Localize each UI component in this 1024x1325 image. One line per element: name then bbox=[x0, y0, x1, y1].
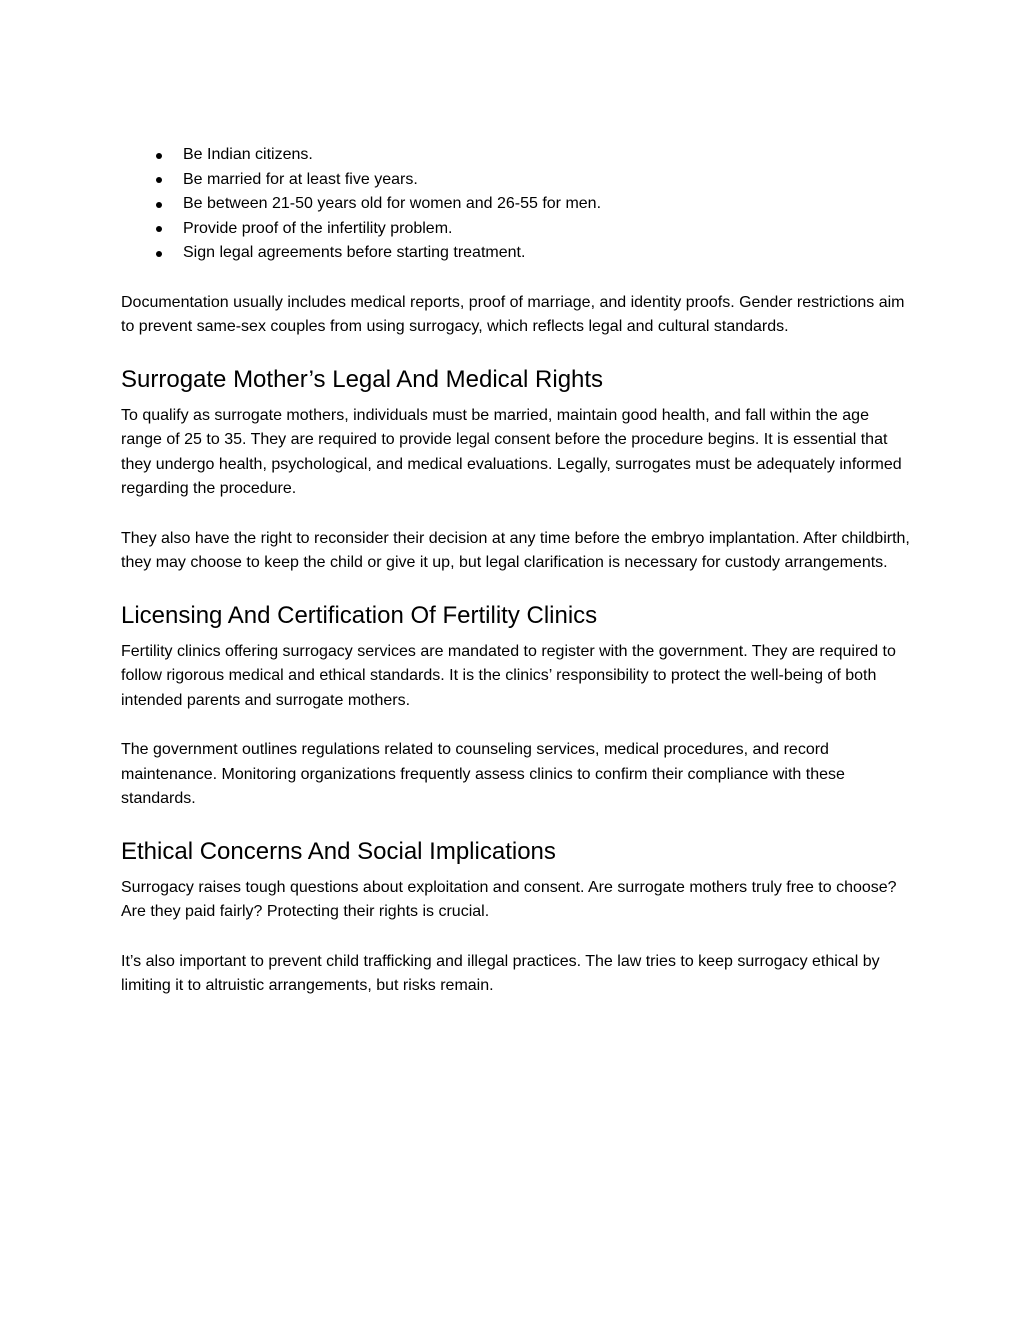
list-item-text: Sign legal agreements before starting treatment. bbox=[183, 244, 526, 261]
section-surrogate-mother-rights bbox=[121, 366, 911, 576]
list-item-text: Be married for at least five years. bbox=[183, 170, 418, 188]
section-paragraph: It’s also important to prevent child trafficking and illegal practices. The law tries to keep surrogacy ethical by limiting it to altruistic arrangements, but risks remain. bbox=[121, 952, 880, 994]
bullet-icon bbox=[156, 153, 162, 159]
list-item bbox=[121, 168, 911, 193]
intro-paragraph: Documentation usually includes medical reports, proof of marriage, and identity proofs. Gender restrictions aim to prevent same-sex couples from using surrogacy, which reflects legal and cultural standards. bbox=[121, 293, 905, 335]
list-item-text: Be Indian citizens. bbox=[183, 146, 313, 163]
section-paragraph: To qualify as surrogate mothers, individuals must be married, maintain good health, and fall within the age range of 25 to 35. They are required to provide legal consent before the procedure begins. It is essential that they undergo health, psychological, and medical evaluations. Legally, surrogates must be adequately informed regarding the procedure. bbox=[121, 406, 902, 497]
list-item bbox=[121, 217, 911, 242]
list-item-text: Provide proof of the infertility problem. bbox=[183, 219, 453, 237]
bullet-icon bbox=[156, 226, 162, 232]
bullet-icon bbox=[156, 177, 162, 183]
section-ethical-concerns bbox=[121, 838, 911, 999]
list-item bbox=[121, 241, 911, 266]
requirements-bullet-list bbox=[121, 143, 911, 266]
bullet-icon bbox=[156, 202, 162, 208]
list-item-text: Be between 21-50 years old for women and 26-55 for men. bbox=[183, 195, 602, 212]
section-paragraph: Surrogacy raises tough questions about exploitation and consent. Are surrogate mothers truly free to choose? Are they paid fairly? Protecting their rights is crucial. bbox=[121, 878, 897, 920]
list-item bbox=[121, 192, 911, 217]
section-paragraph: The government outlines regulations related to counseling services, medical procedures, and record maintenance. Monitoring organizations frequently assess clinics to confirm their compliance with these standards. bbox=[121, 741, 845, 807]
section-licensing-certification bbox=[121, 602, 911, 812]
list-item bbox=[121, 143, 911, 168]
section-heading: Surrogate Mother’s Legal And Medical Rights bbox=[121, 365, 604, 393]
section-heading: Ethical Concerns And Social Implications bbox=[121, 837, 556, 865]
section-paragraph: They also have the right to reconsider their decision at any time before the embryo implantation. After childbirth, they may choose to keep the child or give it up, but legal clarification is necessary for custody arrangements. bbox=[121, 529, 910, 571]
bullet-icon bbox=[156, 251, 162, 257]
section-paragraph: Fertility clinics offering surrogacy services are mandated to register with the government. They are required to follow rigorous medical and ethical standards. It is the clinics’ responsibility to protect the well-being of both intended parents and surrogate mothers. bbox=[121, 642, 896, 709]
section-heading: Licensing And Certification Of Fertility Clinics bbox=[121, 601, 598, 629]
